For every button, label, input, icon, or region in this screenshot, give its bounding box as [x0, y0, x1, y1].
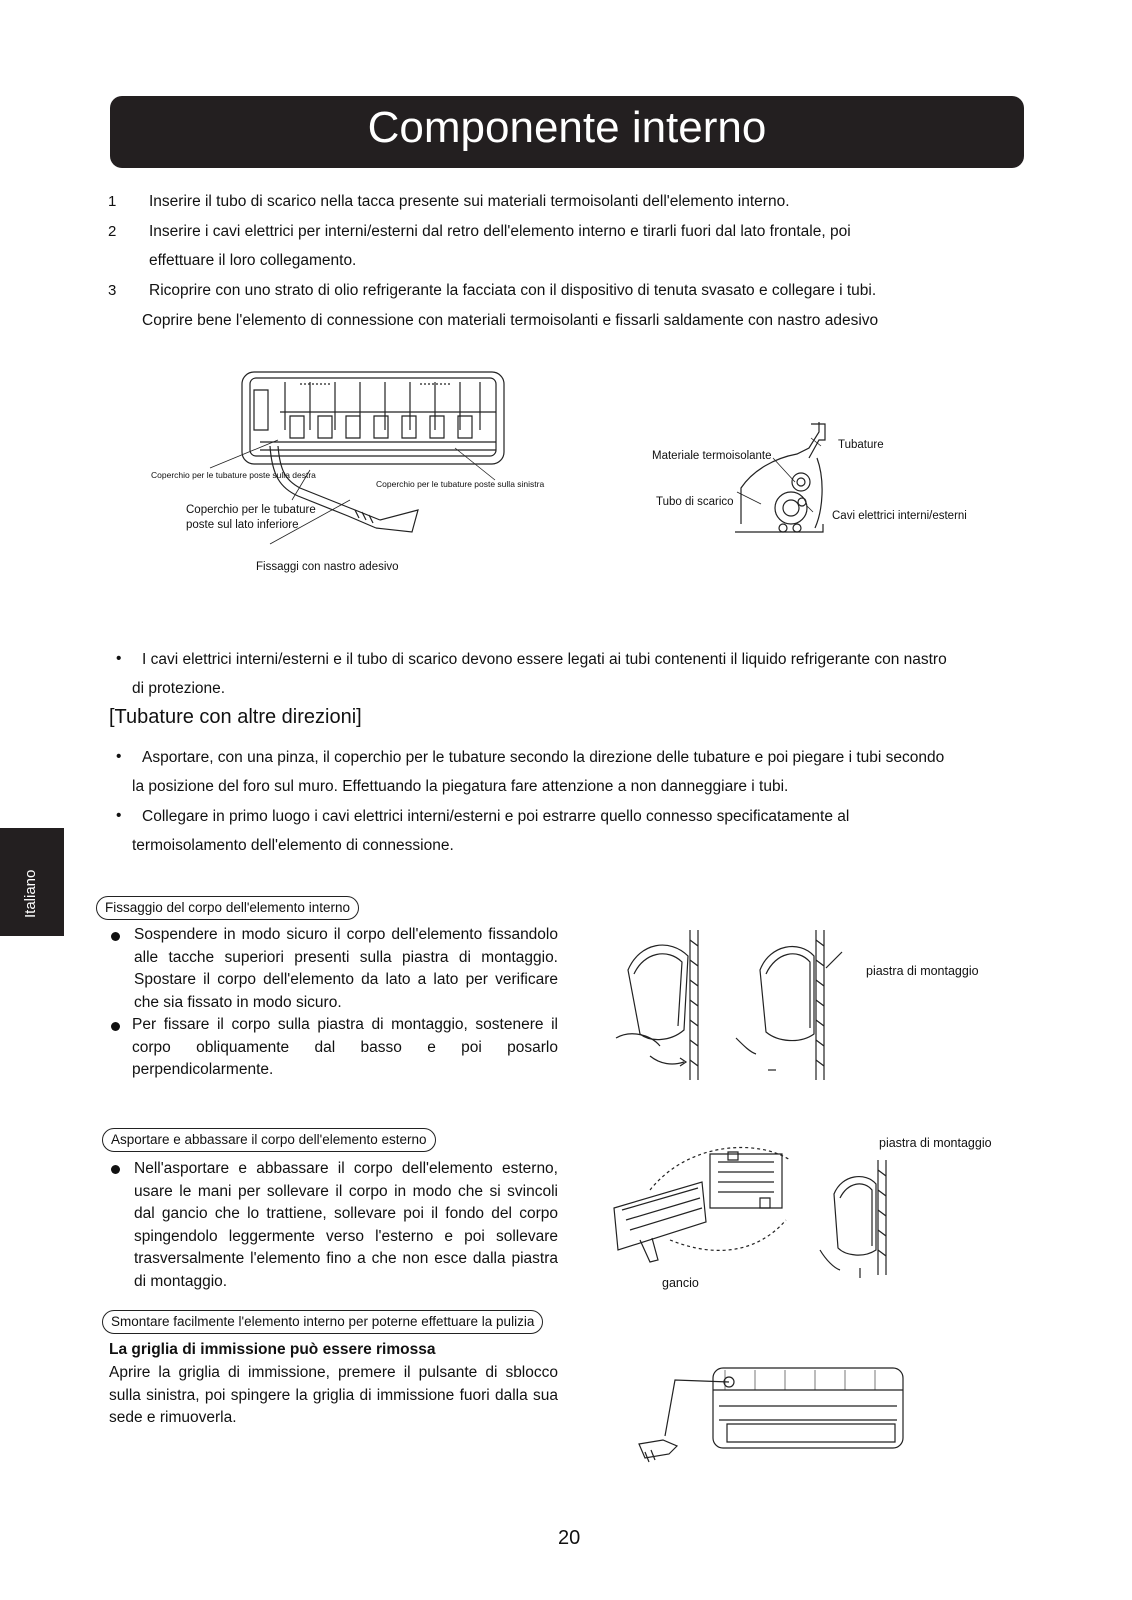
- label-piping: Tubature: [838, 439, 884, 451]
- removal-paragraph-1: Nell'asportare e abbassare il corpo dell'elemento esterno, usare le mani per sollevare il corpo in modo che si svincoli dal gancio che lo trattiene, sollevare poi il fondo del corpo spingendolo leggermente verso l'esterno e poi sollevare trasversalmente l'elemento fino a che non esce dalla piastra di montaggio.: [134, 1160, 558, 1290]
- label-cables: Cavi elettrici interni/esterni: [832, 510, 967, 522]
- bullet-mark: •: [116, 807, 122, 824]
- bullet-dot: [111, 1022, 120, 1031]
- fixing-paragraph-2: Per fissare il corpo sulla piastra di montaggio, sostenere il corpo obliquamente dal basso e poi posarlo perpendicolarmente.: [132, 1016, 558, 1078]
- step-2-text-cont: effettuare il loro collegamento.: [149, 252, 357, 269]
- step-2-text: Inserire i cavi elettrici per interni/esterni dal retro dell'elemento interno e tirarli fuori dal lato frontale, poi: [149, 223, 851, 240]
- step-1-number: 1: [108, 193, 117, 210]
- step-3-number: 3: [108, 282, 117, 299]
- label-hook: gancio: [662, 1276, 699, 1290]
- page-number: 20: [558, 1527, 581, 1549]
- bullet-3-text-cont: termoisolamento dell'elemento di connessione.: [132, 837, 454, 854]
- pipe-cross-section-diagram: [735, 420, 855, 540]
- fixing-paragraph-1: Sospendere in modo sicuro il corpo dell'elemento fissandolo alle tacche superiori presenti sulla piastra di montaggio. Spostare il corpo dell'elemento da lato a lato per verificare che sia fissato in modo sicuro.: [134, 926, 558, 1011]
- unit-removal-diagram: [610, 1150, 900, 1280]
- step-3-text-cont: Coprire bene l'elemento di connessione con materiali termoisolanti e fissarli saldamente con nastro adesivo: [142, 312, 879, 329]
- wall-mounting-diagram: [610, 930, 860, 1090]
- cleaning-paragraph: Aprire la griglia di immissione, premere il pulsante di sblocco sulla sinistra, poi spingere la griglia di immissione fuori dalla sua sede e rimuoverla.: [109, 1364, 558, 1426]
- page-title: Componente interno: [110, 96, 1024, 168]
- label-bottom-cover: Coperchio per le tubature poste sul lato inferiore: [186, 504, 316, 531]
- intake-grille-removal-diagram: [635, 1360, 915, 1470]
- cleaning-section-title: Smontare facilmente l'elemento interno per poterne effettuare la pulizia: [102, 1310, 543, 1334]
- bullet-mark: •: [116, 748, 122, 765]
- label-left-cover: Coperchio per le tubature poste sulla sinistra: [376, 479, 545, 489]
- bullet-1-text-cont: di protezione.: [132, 680, 226, 697]
- bullet-3-text: Collegare in primo luogo i cavi elettrici interni/esterni e poi estrarre quello connesso specificatamente al: [142, 808, 850, 825]
- fixing-section-title: Fissaggio del corpo dell'elemento interno: [96, 896, 359, 920]
- label-mounting-plate: piastra di montaggio: [866, 964, 979, 978]
- label-insulation: Materiale termoisolante: [652, 450, 772, 462]
- language-side-tab: [0, 828, 64, 936]
- removal-section-title: Asportare e abbassare il corpo dell'elemento esterno: [102, 1128, 436, 1152]
- label-right-cover: Coperchio per le tubature poste sulla destra: [151, 470, 316, 480]
- bullet-1-text: I cavi elettrici interni/esterni e il tubo di scarico devono essere legati ai tubi contenenti il liquido refrigerante con nastro: [142, 651, 947, 668]
- label-drain-pipe: Tubo di scarico: [656, 496, 734, 508]
- bullet-mark: •: [116, 650, 122, 667]
- language-label: Italiano: [22, 869, 39, 918]
- step-3-text: Ricoprire con uno strato di olio refrigerante la facciata con il dispositivo di tenuta svasato e collegare i tubi.: [149, 282, 877, 299]
- step-2-number: 2: [108, 223, 117, 240]
- bullet-dot: [111, 932, 120, 941]
- bullet-dot: [111, 1165, 120, 1174]
- cleaning-subtitle: La griglia di immissione può essere rimossa: [109, 1341, 436, 1358]
- step-1-text: Inserire il tubo di scarico nella tacca presente sui materiali termoisolanti dell'elemento interno.: [149, 193, 790, 210]
- bullet-2-text-cont: la posizione del foro sul muro. Effettuando la piegatura fare attenzione a non danneggiare i tubi.: [132, 778, 789, 795]
- section-heading: [Tubature con altre direzioni]: [109, 706, 362, 728]
- label-tape-fixing: Fissaggi con nastro adesivo: [256, 561, 399, 573]
- label-mounting-plate-2: piastra di montaggio: [879, 1136, 992, 1150]
- bullet-2-text: Asportare, con una pinza, il coperchio per le tubature secondo la direzione delle tubature e poi piegare i tubi secondo: [142, 749, 945, 766]
